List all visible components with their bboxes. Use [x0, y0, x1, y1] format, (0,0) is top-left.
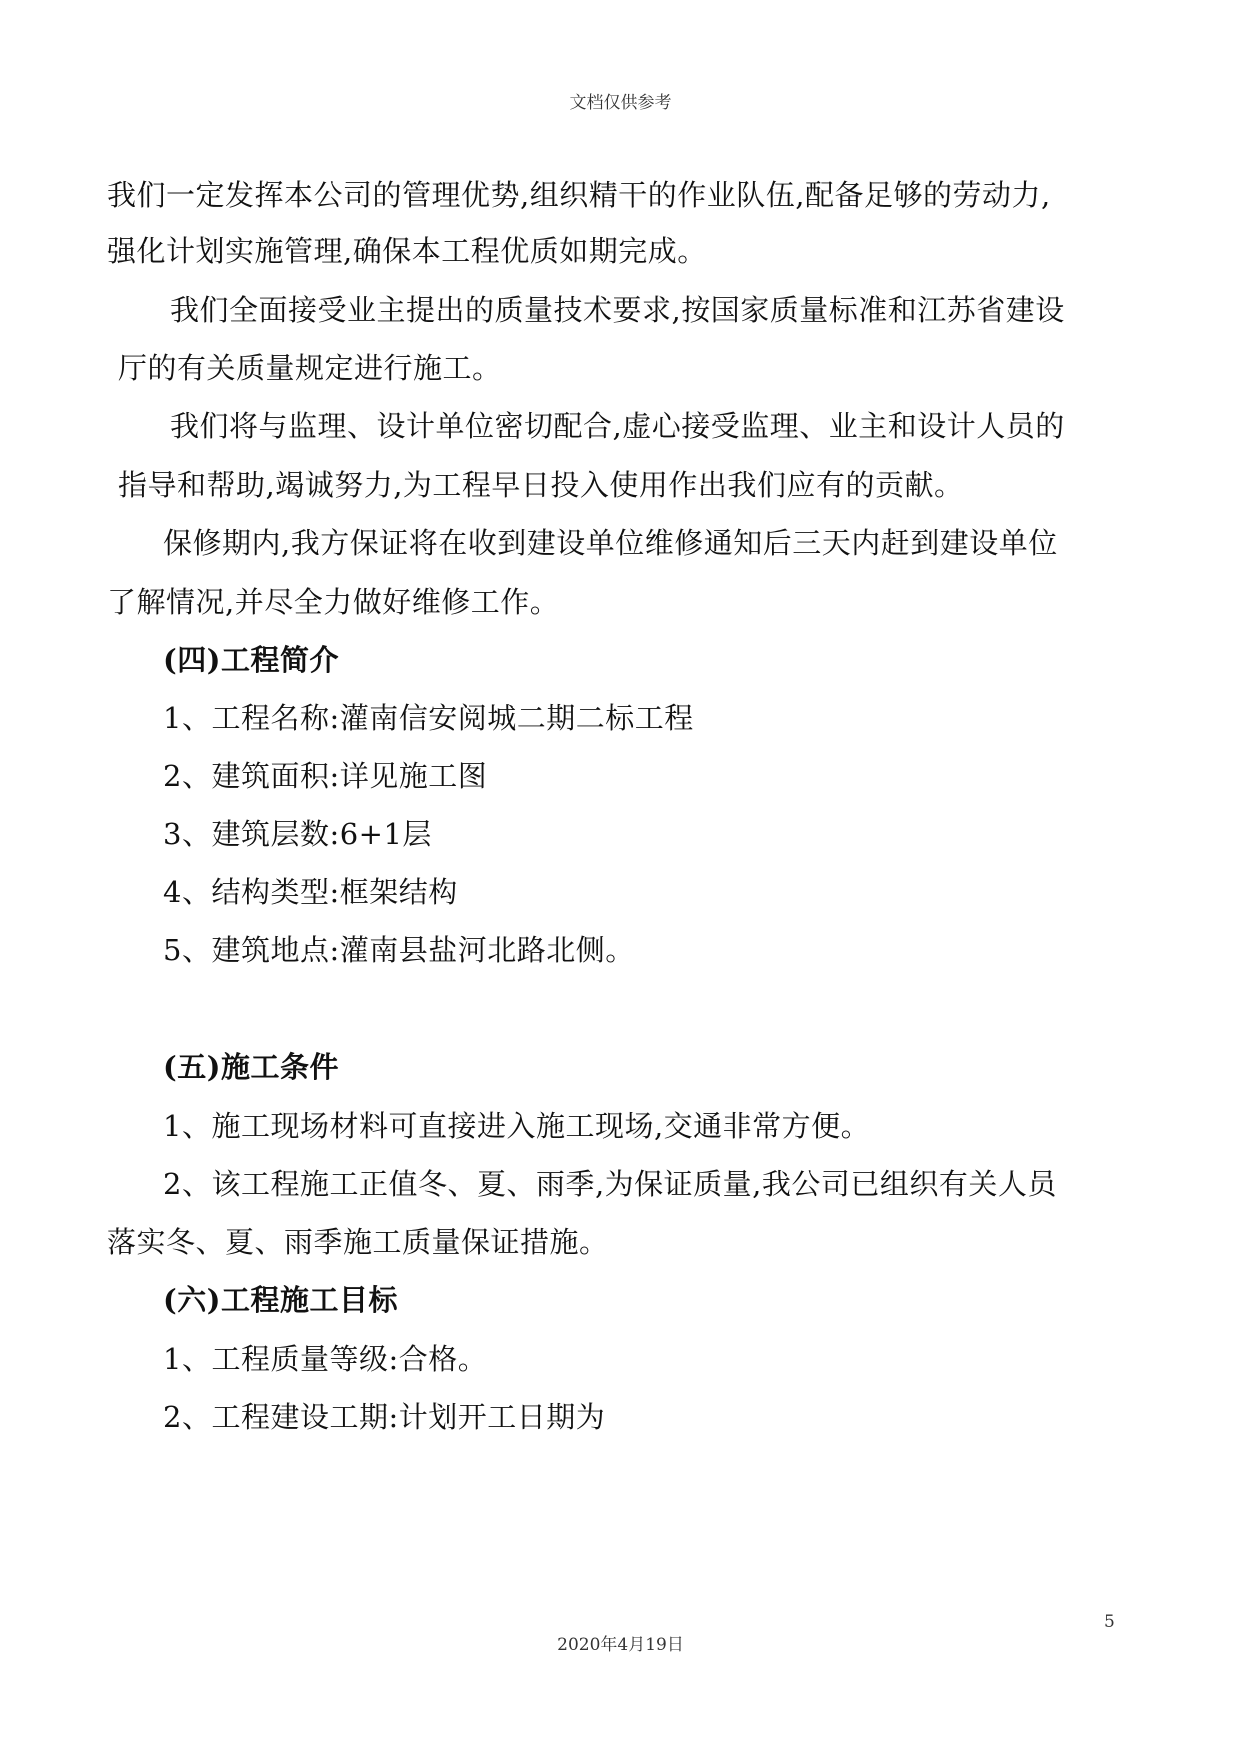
paragraph-line: 了解情况,并尽全力做好维修工作。 — [107, 585, 560, 619]
list-item: 4、结构类型:框架结构 — [163, 875, 458, 909]
paragraph-line: 我们全面接受业主提出的质量技术要求,按国家质量标准和江苏省建设 — [170, 293, 1065, 327]
list-item: 1、工程名称:灌南信安阅城二期二标工程 — [163, 701, 694, 735]
section-heading: (六)工程施工目标 — [163, 1283, 398, 1317]
list-item: 1、工程质量等级:合格。 — [163, 1342, 488, 1376]
list-item: 1、施工现场材料可直接进入施工现场,交通非常方便。 — [163, 1109, 871, 1143]
list-item: 2、该工程施工正值冬、夏、雨季,为保证质量,我公司已组织有关人员 — [163, 1167, 1057, 1201]
list-item: 3、建筑层数:6+1层 — [163, 817, 432, 851]
paragraph-line: 保修期内,我方保证将在收到建设单位维修通知后三天内赶到建设单位 — [163, 526, 1058, 560]
list-item: 2、工程建设工期:计划开工日期为 — [163, 1400, 606, 1434]
section-heading: (四)工程简介 — [163, 643, 339, 677]
paragraph-line: 强化计划实施管理,确保本工程优质如期完成。 — [107, 234, 707, 268]
paragraph-line: 我们将与监理、设计单位密切配合,虚心接受监理、业主和设计人员的 — [170, 409, 1065, 443]
page-header: 文档仅供参考 — [569, 93, 672, 113]
list-item: 5、建筑地点:灌南县盐河北路北侧。 — [163, 933, 635, 967]
paragraph-line: 我们一定发挥本公司的管理优势,组织精干的作业队伍,配备足够的劳动力, — [107, 178, 1051, 212]
list-item: 2、建筑面积:详见施工图 — [163, 759, 488, 793]
section-heading: (五)施工条件 — [163, 1050, 339, 1084]
list-item: 落实冬、夏、雨季施工质量保证措施。 — [107, 1225, 609, 1259]
paragraph-line: 厅的有关质量规定进行施工。 — [118, 351, 502, 385]
paragraph-line: 指导和帮助,竭诚努力,为工程早日投入使用作出我们应有的贡献。 — [118, 468, 964, 502]
footer-date: 2020年4月19日 — [557, 1635, 684, 1655]
page-number: 5 — [1104, 1612, 1115, 1632]
